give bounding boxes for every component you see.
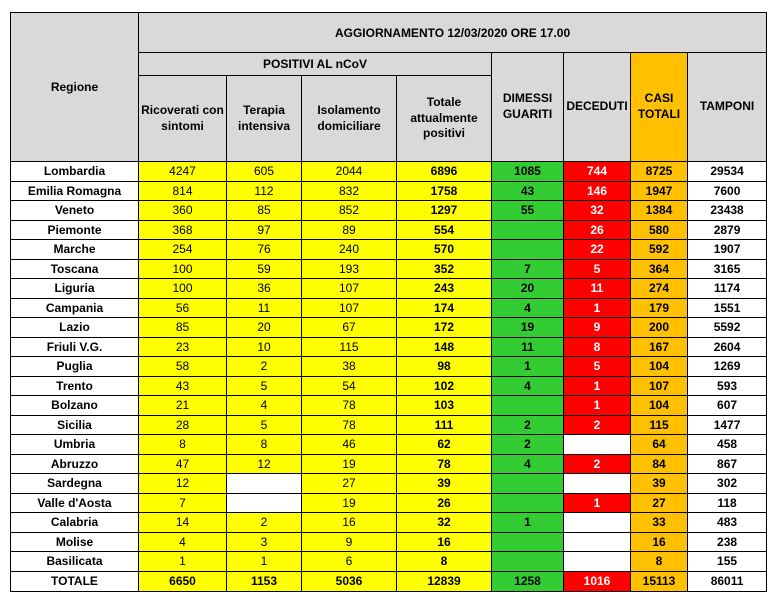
cell-region: Sicilia — [11, 415, 139, 435]
cell-isolamento: 16 — [302, 513, 397, 533]
table-row — [11, 298, 767, 318]
table-row — [11, 376, 767, 396]
table-row — [11, 396, 767, 416]
cell-tamponi: 607 — [688, 396, 767, 416]
cell-totale: 570 — [397, 240, 492, 260]
total-tamponi: 86011 — [688, 571, 767, 591]
cell-dimessi: 2 — [492, 415, 564, 435]
cell-casi: 39 — [631, 474, 688, 494]
cell-ricoverati: 47 — [139, 454, 227, 474]
cell-deceduti — [564, 532, 631, 552]
cell-terapia: 36 — [227, 279, 302, 299]
cell-terapia: 2 — [227, 513, 302, 533]
total-deceduti: 1016 — [564, 571, 631, 591]
cell-region: Lombardia — [11, 162, 139, 182]
cell-tamponi: 23438 — [688, 201, 767, 221]
cell-terapia: 76 — [227, 240, 302, 260]
cell-ricoverati: 368 — [139, 220, 227, 240]
table-row — [11, 415, 767, 435]
cell-isolamento: 19 — [302, 454, 397, 474]
cell-isolamento: 6 — [302, 552, 397, 572]
cell-tamponi: 155 — [688, 552, 767, 572]
table-row — [11, 532, 767, 552]
cell-terapia: 59 — [227, 259, 302, 279]
cell-terapia: 3 — [227, 532, 302, 552]
cell-deceduti: 11 — [564, 279, 631, 299]
table-row — [11, 474, 767, 494]
cell-dimessi: 19 — [492, 318, 564, 338]
cell-ricoverati: 28 — [139, 415, 227, 435]
cell-casi: 200 — [631, 318, 688, 338]
cell-isolamento: 78 — [302, 396, 397, 416]
cell-region: Trento — [11, 376, 139, 396]
cell-totale: 103 — [397, 396, 492, 416]
cell-casi: 104 — [631, 396, 688, 416]
table-row — [11, 318, 767, 338]
cell-totale: 6896 — [397, 162, 492, 182]
cell-ricoverati: 85 — [139, 318, 227, 338]
cell-deceduti: 5 — [564, 357, 631, 377]
cell-ricoverati: 4 — [139, 532, 227, 552]
cell-terapia: 5 — [227, 415, 302, 435]
cell-casi: 274 — [631, 279, 688, 299]
cell-totale: 1297 — [397, 201, 492, 221]
cell-region: Umbria — [11, 435, 139, 455]
cell-terapia — [227, 474, 302, 494]
total-totale: 12839 — [397, 571, 492, 591]
cell-totale: 78 — [397, 454, 492, 474]
cell-dimessi — [492, 493, 564, 513]
table-row — [11, 357, 767, 377]
cell-ricoverati: 23 — [139, 337, 227, 357]
cell-deceduti: 2 — [564, 454, 631, 474]
cell-terapia — [227, 493, 302, 513]
cell-dimessi: 43 — [492, 181, 564, 201]
cell-tamponi: 1477 — [688, 415, 767, 435]
cell-terapia: 20 — [227, 318, 302, 338]
positivi-group-header: POSITIVI AL nCoV — [139, 53, 492, 76]
cell-deceduti: 9 — [564, 318, 631, 338]
cell-deceduti — [564, 435, 631, 455]
cell-isolamento: 78 — [302, 415, 397, 435]
cell-terapia: 8 — [227, 435, 302, 455]
cell-casi: 8725 — [631, 162, 688, 182]
cell-region: Calabria — [11, 513, 139, 533]
cell-casi: 364 — [631, 259, 688, 279]
table-row — [11, 493, 767, 513]
cell-totale: 39 — [397, 474, 492, 494]
cell-casi: 580 — [631, 220, 688, 240]
cell-deceduti: 2 — [564, 415, 631, 435]
cell-isolamento: 67 — [302, 318, 397, 338]
total-ricoverati: 6650 — [139, 571, 227, 591]
cell-totale: 62 — [397, 435, 492, 455]
cell-region: Bolzano — [11, 396, 139, 416]
cell-totale: 148 — [397, 337, 492, 357]
total-region: TOTALE — [11, 571, 139, 591]
cell-deceduti: 1 — [564, 298, 631, 318]
cell-isolamento: 2044 — [302, 162, 397, 182]
cell-dimessi: 2 — [492, 435, 564, 455]
table-row — [11, 220, 767, 240]
cell-isolamento: 832 — [302, 181, 397, 201]
cell-isolamento: 115 — [302, 337, 397, 357]
cell-ricoverati: 814 — [139, 181, 227, 201]
totale-positivi-header: Totale attualmente positivi — [397, 76, 492, 162]
cell-totale: 111 — [397, 415, 492, 435]
cell-tamponi: 238 — [688, 532, 767, 552]
cell-terapia: 97 — [227, 220, 302, 240]
cell-tamponi: 118 — [688, 493, 767, 513]
cell-ricoverati: 254 — [139, 240, 227, 260]
cell-totale: 32 — [397, 513, 492, 533]
cell-casi: 27 — [631, 493, 688, 513]
cell-ricoverati: 58 — [139, 357, 227, 377]
cell-isolamento: 54 — [302, 376, 397, 396]
cell-totale: 102 — [397, 376, 492, 396]
table-title: AGGIORNAMENTO 12/03/2020 ORE 17.00 — [139, 13, 767, 53]
cell-totale: 352 — [397, 259, 492, 279]
cell-region: Liguria — [11, 279, 139, 299]
cell-totale: 1758 — [397, 181, 492, 201]
cell-terapia: 11 — [227, 298, 302, 318]
cell-tamponi: 1269 — [688, 357, 767, 377]
ricoverati-header: Ricoverati con sintomi — [139, 76, 227, 162]
cell-deceduti: 1 — [564, 376, 631, 396]
cell-casi: 179 — [631, 298, 688, 318]
cell-region: Marche — [11, 240, 139, 260]
cell-terapia: 5 — [227, 376, 302, 396]
cell-dimessi: 4 — [492, 376, 564, 396]
cell-dimessi — [492, 532, 564, 552]
cell-casi: 592 — [631, 240, 688, 260]
cell-region: Puglia — [11, 357, 139, 377]
cell-ricoverati: 360 — [139, 201, 227, 221]
cell-ricoverati: 1 — [139, 552, 227, 572]
cell-casi: 104 — [631, 357, 688, 377]
cell-tamponi: 2604 — [688, 337, 767, 357]
cell-region: Toscana — [11, 259, 139, 279]
cell-dimessi — [492, 396, 564, 416]
cell-terapia: 605 — [227, 162, 302, 182]
cell-dimessi: 1085 — [492, 162, 564, 182]
cell-dimessi — [492, 240, 564, 260]
cell-isolamento: 9 — [302, 532, 397, 552]
cell-region: Abruzzo — [11, 454, 139, 474]
cell-dimessi: 7 — [492, 259, 564, 279]
cell-isolamento: 19 — [302, 493, 397, 513]
cell-dimessi: 20 — [492, 279, 564, 299]
cell-isolamento: 107 — [302, 298, 397, 318]
cell-region: Piemonte — [11, 220, 139, 240]
cell-isolamento: 240 — [302, 240, 397, 260]
total-dimessi: 1258 — [492, 571, 564, 591]
cell-region: Valle d'Aosta — [11, 493, 139, 513]
cell-terapia: 1 — [227, 552, 302, 572]
table-row — [11, 513, 767, 533]
casi-totali-header: CASI TOTALI — [631, 53, 688, 162]
cell-tamponi: 302 — [688, 474, 767, 494]
cell-dimessi — [492, 552, 564, 572]
cell-totale: 8 — [397, 552, 492, 572]
cell-tamponi: 483 — [688, 513, 767, 533]
cell-tamponi: 29534 — [688, 162, 767, 182]
total-row — [11, 571, 767, 591]
cell-tamponi: 2879 — [688, 220, 767, 240]
cell-deceduti — [564, 474, 631, 494]
cell-terapia: 112 — [227, 181, 302, 201]
cell-ricoverati: 4247 — [139, 162, 227, 182]
deceduti-header: DECEDUTI — [564, 53, 631, 162]
cell-deceduti: 26 — [564, 220, 631, 240]
cell-region: Campania — [11, 298, 139, 318]
cell-dimessi: 1 — [492, 513, 564, 533]
table-row — [11, 435, 767, 455]
cell-totale: 26 — [397, 493, 492, 513]
cell-deceduti — [564, 552, 631, 572]
cell-casi: 64 — [631, 435, 688, 455]
cell-casi: 16 — [631, 532, 688, 552]
cell-isolamento: 852 — [302, 201, 397, 221]
region-header: Regione — [11, 13, 139, 162]
cell-ricoverati: 7 — [139, 493, 227, 513]
cell-casi: 84 — [631, 454, 688, 474]
cell-dimessi: 1 — [492, 357, 564, 377]
cell-tamponi: 3165 — [688, 259, 767, 279]
cell-terapia: 12 — [227, 454, 302, 474]
cell-ricoverati: 8 — [139, 435, 227, 455]
cell-dimessi: 11 — [492, 337, 564, 357]
total-casi: 15113 — [631, 571, 688, 591]
cell-deceduti: 5 — [564, 259, 631, 279]
cell-dimessi: 4 — [492, 454, 564, 474]
cell-terapia: 10 — [227, 337, 302, 357]
cell-deceduti: 22 — [564, 240, 631, 260]
table-row — [11, 337, 767, 357]
dimessi-header: DIMESSI GUARITI — [492, 53, 564, 162]
cell-totale: 243 — [397, 279, 492, 299]
cell-casi: 8 — [631, 552, 688, 572]
cell-tamponi: 1174 — [688, 279, 767, 299]
cell-region: Sardegna — [11, 474, 139, 494]
cell-tamponi: 5592 — [688, 318, 767, 338]
cell-totale: 98 — [397, 357, 492, 377]
cell-deceduti: 146 — [564, 181, 631, 201]
cell-terapia: 2 — [227, 357, 302, 377]
cell-casi: 33 — [631, 513, 688, 533]
cell-totale: 174 — [397, 298, 492, 318]
cell-ricoverati: 56 — [139, 298, 227, 318]
cell-isolamento: 193 — [302, 259, 397, 279]
table-row — [11, 454, 767, 474]
cell-tamponi: 1907 — [688, 240, 767, 260]
cell-isolamento: 107 — [302, 279, 397, 299]
cell-region: Friuli V.G. — [11, 337, 139, 357]
isolamento-header: Isolamento domiciliare — [302, 76, 397, 162]
cell-dimessi: 4 — [492, 298, 564, 318]
cell-isolamento: 38 — [302, 357, 397, 377]
cell-terapia: 4 — [227, 396, 302, 416]
table-row — [11, 259, 767, 279]
tamponi-header: TAMPONI — [688, 53, 767, 162]
cell-casi: 1947 — [631, 181, 688, 201]
cell-deceduti: 8 — [564, 337, 631, 357]
cell-tamponi: 867 — [688, 454, 767, 474]
cell-isolamento: 89 — [302, 220, 397, 240]
cell-deceduti: 744 — [564, 162, 631, 182]
cell-dimessi — [492, 474, 564, 494]
cell-ricoverati: 21 — [139, 396, 227, 416]
cell-ricoverati: 100 — [139, 279, 227, 299]
covid-table — [10, 12, 767, 592]
cell-casi: 107 — [631, 376, 688, 396]
terapia-header: Terapia intensiva — [227, 76, 302, 162]
cell-region: Veneto — [11, 201, 139, 221]
cell-region: Lazio — [11, 318, 139, 338]
cell-dimessi — [492, 220, 564, 240]
table-row — [11, 240, 767, 260]
cell-tamponi: 593 — [688, 376, 767, 396]
cell-ricoverati: 100 — [139, 259, 227, 279]
cell-ricoverati: 43 — [139, 376, 227, 396]
cell-tamponi: 7600 — [688, 181, 767, 201]
cell-totale: 554 — [397, 220, 492, 240]
cell-region: Molise — [11, 532, 139, 552]
table-row — [11, 552, 767, 572]
cell-deceduti — [564, 513, 631, 533]
cell-ricoverati: 12 — [139, 474, 227, 494]
cell-terapia: 85 — [227, 201, 302, 221]
table-row — [11, 181, 767, 201]
cell-deceduti: 1 — [564, 493, 631, 513]
table-body — [11, 162, 767, 592]
cell-totale: 16 — [397, 532, 492, 552]
cell-region: Basilicata — [11, 552, 139, 572]
cell-totale: 172 — [397, 318, 492, 338]
cell-casi: 115 — [631, 415, 688, 435]
table-row — [11, 201, 767, 221]
cell-casi: 1384 — [631, 201, 688, 221]
cell-ricoverati: 14 — [139, 513, 227, 533]
cell-isolamento: 46 — [302, 435, 397, 455]
table-row — [11, 162, 767, 182]
cell-tamponi: 458 — [688, 435, 767, 455]
cell-deceduti: 32 — [564, 201, 631, 221]
total-terapia: 1153 — [227, 571, 302, 591]
cell-casi: 167 — [631, 337, 688, 357]
total-isolamento: 5036 — [302, 571, 397, 591]
table-row — [11, 279, 767, 299]
cell-deceduti: 1 — [564, 396, 631, 416]
cell-isolamento: 27 — [302, 474, 397, 494]
cell-tamponi: 1551 — [688, 298, 767, 318]
cell-region: Emilia Romagna — [11, 181, 139, 201]
cell-dimessi: 55 — [492, 201, 564, 221]
